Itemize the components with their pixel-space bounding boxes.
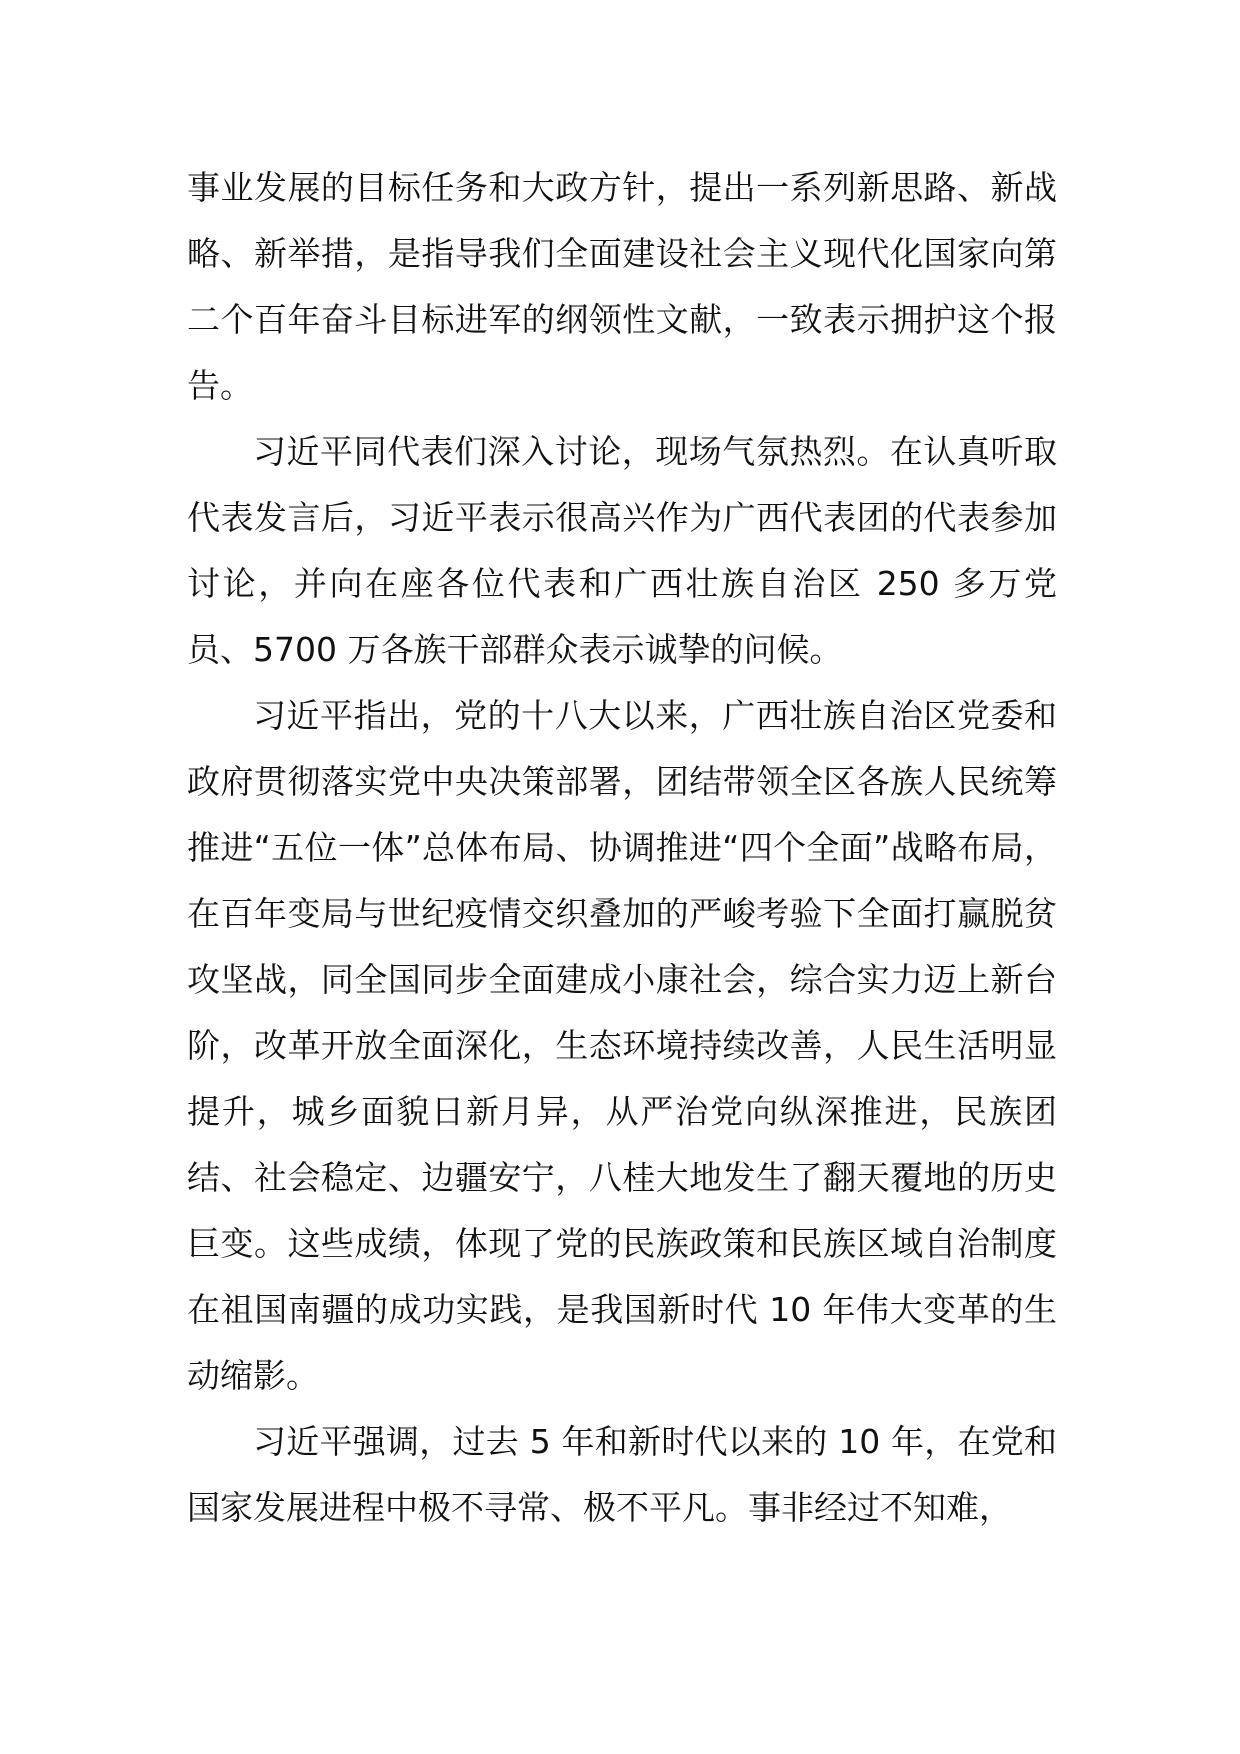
paragraph-1: 事业发展的目标任务和大政方针，提出一系列新思路、新战略、新举措，是指导我们全面建设社会主义现代化国家向第二个百年奋斗目标进军的纲领性文献，一致表示拥护这个报告。: [187, 168, 1057, 405]
paragraph-3: 习近平指出，党的十八大以来，广西壮族自治区党委和政府贯彻落实党中央决策部署，团结带领全区各族人民统筹推进“五位一体”总体布局、协调推进“四个全面”战略布局，在百年变局与世纪疫情交织叠加的严峻考验下全面打赢脱贫攻坚战，同全国同步全面建成小康社会，综合实力迈上新台阶，改革开放全面深化，生态环境持续改善，人民生活明显提升，城乡面貌日新月异，从严治党向纵深推进，民族团结、社会稳定、边疆安宁，八桂大地发生了翻天覆地的历史巨变。这些成绩，体现了党的民族政策和民族区域自治制度在祖国南疆的成功实践，是我国新时代 10 年伟大变革的生动缩影。: [187, 696, 1057, 1395]
article-body: [187, 155, 1057, 1541]
paragraph-2: 习近平同代表们深入讨论，现场气氛热烈。在认真听取代表发言后，习近平表示很高兴作为广西代表团的代表参加讨论，并向在座各位代表和广西壮族自治区 250 多万党员、5700 万各族干部群众表示诚挚的问候。: [187, 432, 1057, 669]
paragraph-4: 习近平强调，过去 5 年和新时代以来的 10 年，在党和国家发展进程中极不寻常、极不平凡。事非经过不知难，: [187, 1422, 1057, 1527]
